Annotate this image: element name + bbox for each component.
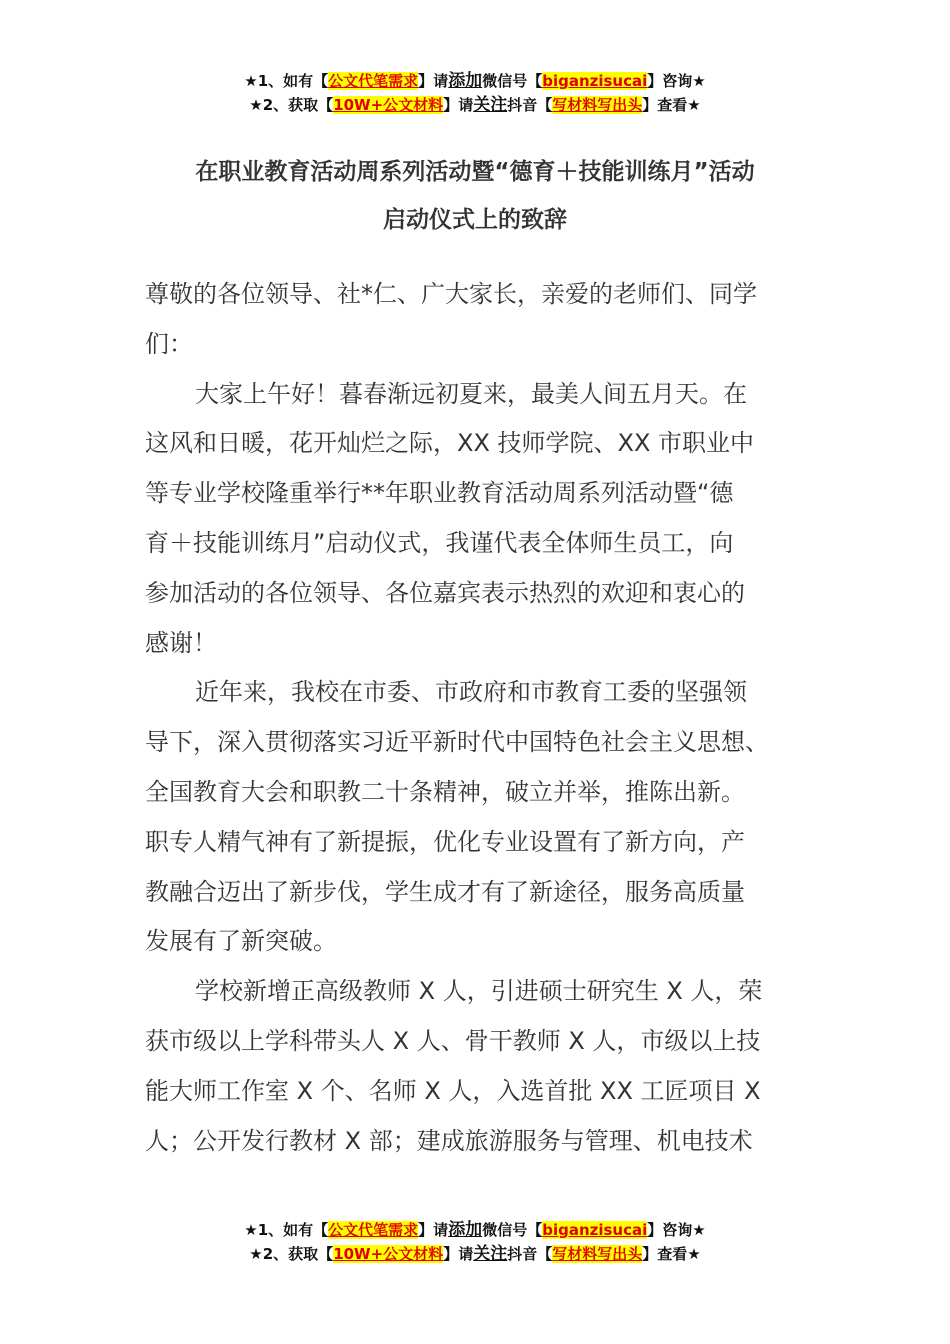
banner-text: ★1、如有【 — [244, 1221, 329, 1239]
body-text-line: 获市级以上学科带头人 X 人、骨干教师 X 人，市级以上技 — [145, 1026, 761, 1055]
banner-underline: 添加 — [448, 1220, 483, 1240]
banner-highlight: 写材料写出头 — [552, 1245, 643, 1263]
banner-highlight: 公文代笔需求 — [328, 1221, 419, 1239]
body-text-line: 人；公开发行教材 X 部；建成旅游服务与管理、机电技术 — [145, 1126, 753, 1155]
banner-highlight: 写材料写出头 — [552, 96, 643, 114]
body-text-line: 发展有了新突破。 — [145, 927, 337, 956]
body-text-line: 大家上午好！暮春渐远初夏来，最美人间五月天。在 — [195, 379, 747, 408]
banner-text: ★1、如有【 — [244, 72, 329, 90]
banner-underline: 添加 — [448, 71, 483, 91]
banner-highlight: 10W+公文材料 — [333, 96, 444, 114]
body-text-line: 全国教育大会和职教二十条精神，破立并举，推陈出新。 — [145, 777, 745, 806]
body-text-line: 能大师工作室 X 个、名师 X 人，入选首批 XX 工匠项目 X — [145, 1076, 761, 1105]
banner-text: 抖音【 — [507, 96, 553, 114]
body-text-line: 育＋技能训练月”启动仪式，我谨代表全体师生员工，向 — [145, 528, 734, 557]
banner-text: 微信号【 — [482, 1221, 543, 1239]
title-line: 在职业教育活动周系列活动暨“德育＋技能训练月”活动 — [195, 159, 755, 185]
body-text-line: 职专人精气神有了新提振，优化专业设置有了新方向，产 — [145, 827, 745, 856]
document-title — [100, 148, 850, 244]
banner-highlight: 10W+公文材料 — [333, 1245, 444, 1263]
banner-text: 】请 — [418, 1221, 449, 1239]
banner-line-1 — [0, 69, 950, 93]
banner-text: ★2、获取【 — [249, 96, 334, 114]
body-text-line: 等专业学校隆重举行**年职业教育活动周系列活动暨“德 — [145, 479, 734, 508]
body-text-line: 近年来，我校在市委、市政府和市教育工委的坚强领 — [195, 678, 747, 707]
top-banner — [0, 69, 950, 117]
body-text-line: 这风和日暖，花开灿烂之际，XX 技师学院、XX 市职业中 — [145, 429, 755, 458]
body-text-line: 参加活动的各位领导、各位嘉宾表示热烈的欢迎和衷心的 — [145, 578, 745, 607]
banner-highlight: biganzisucai — [542, 1221, 648, 1239]
banner-text: 】查看★ — [642, 96, 701, 114]
banner-text: 微信号【 — [482, 72, 543, 90]
banner-underline: 关注 — [473, 95, 508, 115]
body-text-line: 学校新增正高级教师 X 人，引进硕士研究生 X 人，荣 — [195, 977, 763, 1006]
banner-text: 抖音【 — [507, 1245, 553, 1263]
banner-line-2 — [0, 93, 950, 117]
banner-text: 】查看★ — [642, 1245, 701, 1263]
body-text-line: 导下，深入贯彻落实习近平新时代中国特色社会主义思想、 — [145, 728, 769, 757]
body-text-line: 感谢！ — [145, 628, 217, 657]
bottom-banner — [0, 1218, 950, 1266]
banner-line-2 — [0, 1242, 950, 1266]
banner-text: 】请 — [443, 1245, 474, 1263]
banner-line-1 — [0, 1218, 950, 1242]
banner-text: ★2、获取【 — [249, 1245, 334, 1263]
banner-text: 】咨询★ — [647, 72, 706, 90]
body-text-line: 们： — [145, 329, 193, 358]
banner-highlight: 公文代笔需求 — [328, 72, 419, 90]
banner-underline: 关注 — [473, 1244, 508, 1264]
banner-highlight: biganzisucai — [542, 72, 648, 90]
banner-text: 】请 — [418, 72, 449, 90]
body-text-line: 教融合迈出了新步伐，学生成才有了新途径，服务高质量 — [145, 877, 745, 906]
document-body — [145, 270, 825, 1166]
title-line: 启动仪式上的致辞 — [383, 207, 567, 233]
banner-text: 】请 — [443, 96, 474, 114]
banner-text: 】咨询★ — [647, 1221, 706, 1239]
body-text-line: 尊敬的各位领导、社*仁、广大家长，亲爱的老师们、同学 — [145, 280, 757, 308]
